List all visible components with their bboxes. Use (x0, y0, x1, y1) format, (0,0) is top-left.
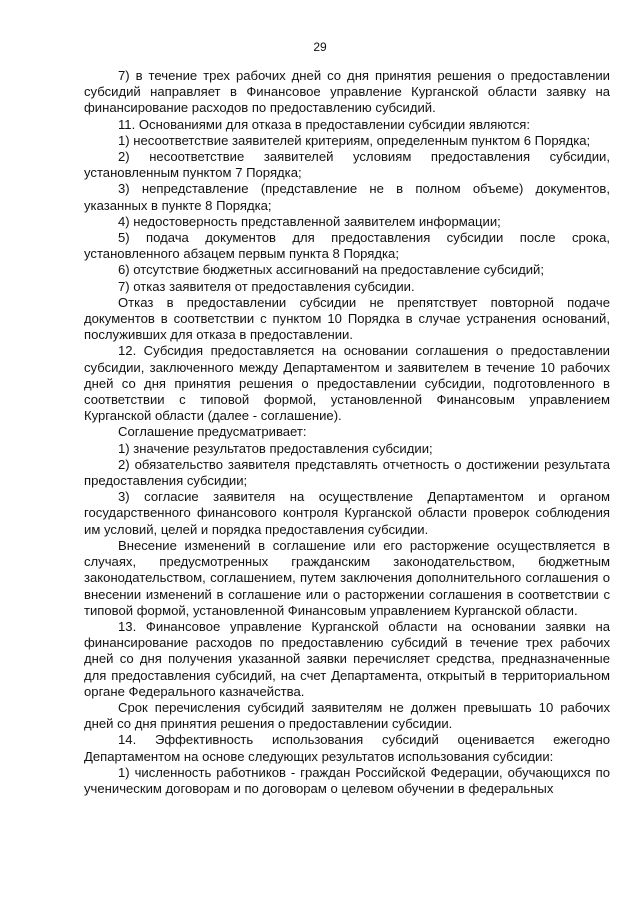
paragraph-agreement-provides: Соглашение предусматривает: (118, 424, 307, 440)
paragraph-refusal-reason-5: 5) подача документов для предоставления субсидии после срока, установленного абзацем первым пункта 8 Порядка; (84, 230, 610, 262)
paragraph-refusal-reason-1: 1) несоответствие заявителей критериям, определенным пунктом 6 Порядка; (118, 132, 591, 148)
paragraph-refusal-reason-4: 4) недостоверность представленной заявителем информации; (118, 213, 501, 229)
paragraph-refusal-reason-3: 3) непредставление (представление не в полном объеме) документов, указанных в пункте 8 Порядка; (84, 181, 610, 213)
paragraph-agreement-amendment: Внесение изменений в соглашение или его расторжение осуществляется в случаях, предусмотренных гражданским законодательством, бюджетным законодательством, соглашением, путем заключения дополнительного соглашения о внесении изменений в соглашение или о расторжении соглашения в соответствии с типовой формой, установленной Финансовым управлением Курганской области. (84, 537, 610, 618)
paragraph-clause-11-heading: 11. Основаниями для отказа в предоставлении субсидии являются: (118, 116, 530, 132)
paragraph-agreement-item-1: 1) значение результатов предоставления субсидии; (118, 440, 433, 456)
paragraph-agreement-item-2: 2) обязательство заявителя представлять отчетность о достижении результата предоставления субсидии; (84, 456, 610, 489)
paragraph-refusal-resubmission: Отказ в предоставлении субсидии не препятствует повторной подаче документов в соответствии с пунктом 10 Порядка в случае устранения оснований, послуживших для отказа в предоставлении. (84, 294, 610, 343)
paragraph-refusal-reason-2: 2) несоответствие заявителей условиям предоставления субсидии, установленным пунктом 7 Порядка; (84, 149, 610, 181)
paragraph-transfer-deadline: Срок перечисления субсидий заявителям не должен превышать 10 рабочих дней со дня принятия решения о предоставлении субсидии. (84, 699, 610, 732)
paragraph-clause-14: 14. Эффективность использования субсидий оценивается ежегодно Департаментом на основе следующих результатов использования субсидии: (84, 732, 610, 764)
paragraph-clause-13: 13. Финансовое управление Курганской области на основании заявки на финансирование расходов по предоставлению субсидий в течение трех рабочих дней со дня получения указанной заявки перечисляет средства, предназначенные для предоставления субсидий, на счет Департамента, открытый в территориальном органе Федерального казначейства. (84, 618, 610, 699)
paragraph-agreement-item-3: 3) согласие заявителя на осуществление Департаментом и органом государственного финансового контроля Курганской области проверок соблюдения им условий, целей и порядка предоставления субсидии. (84, 489, 610, 537)
page-number: 29 (313, 40, 327, 54)
paragraph-refusal-reason-6: 6) отсутствие бюджетных ассигнований на предоставление субсидий; (118, 262, 544, 278)
paragraph-clause-12: 12. Субсидия предоставляется на основании соглашения о предоставлении субсидии, заключенного между Департаментом и заявителем в течение 10 рабочих дней со дня принятия решения о предоставлении субсидии, подготовленного в соответствии с типовой формой, установленной Финансовым управлением Курганской области (далее - соглашение). (84, 343, 610, 424)
document-body (84, 68, 610, 797)
paragraph-result-item-1: 1) численность работников - граждан Российской Федерации, обучающихся по ученическим договорам и по договорам о целевом обучении в федеральных (84, 764, 610, 796)
paragraph-refusal-reason-7: 7) отказ заявителя от предоставления субсидии. (118, 278, 415, 294)
paragraph-item-7-application: 7) в течение трех рабочих дней со дня принятия решения о предоставлении субсидий направляет в Финансовое управление Курганской области заявку на финансирование расходов по предоставлению субсидий. (84, 68, 610, 116)
